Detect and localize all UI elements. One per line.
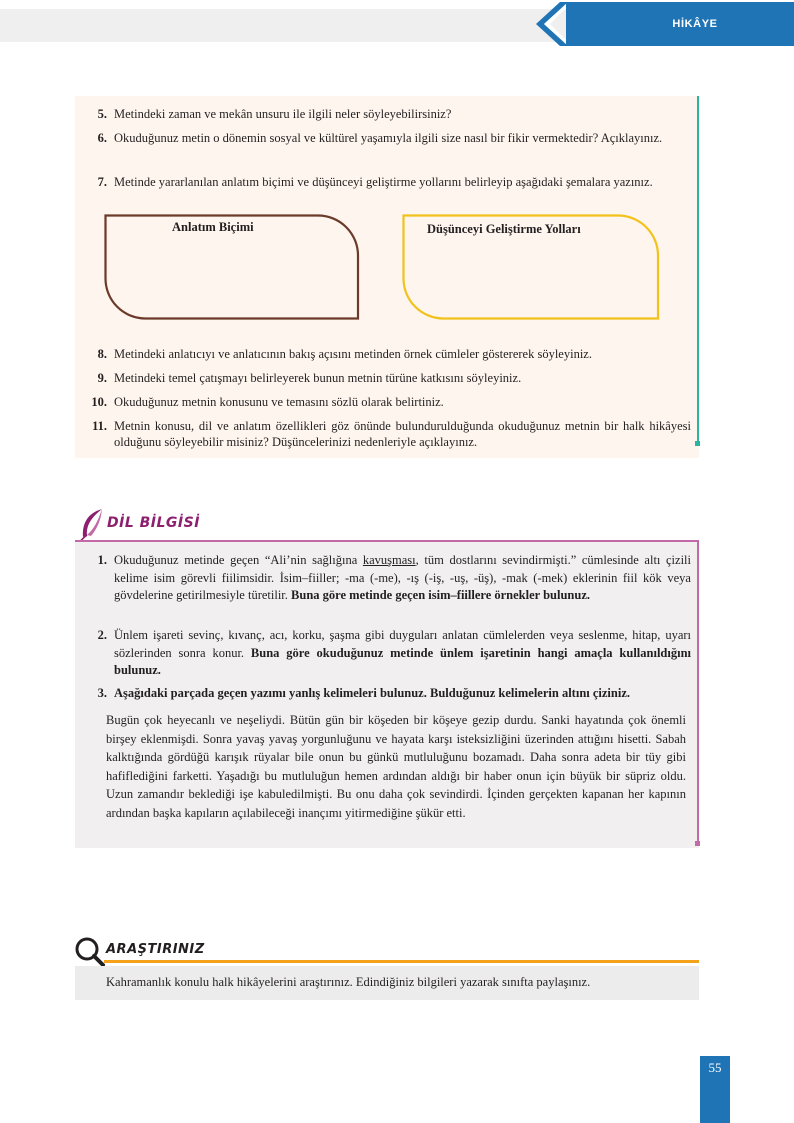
instruction-text: Buna göre okuduğunuz metinde ünlem işaretinin hangi amaçla kullanıldığını bulunuz. — [114, 645, 691, 677]
grammar-right-rule — [697, 540, 699, 845]
grammar-item — [83, 552, 691, 605]
question-number: 5. — [97, 107, 107, 121]
section-tab-label: HİKÂYE — [672, 18, 718, 30]
question-item — [83, 174, 691, 190]
question-text: Metindeki zaman ve mekân unsuru ile ilgili neler söyleyebilirsiniz? — [114, 107, 452, 121]
grammar-passage: Bugün çok heyecanlı ve neşeliydi. Bütün gün bir köşeden bir köşeye gezip durdu. Sanki hayatında çok önemli birşey eklenmişdi. Sonra yavaş yavaş yorgunluğunu ve hayata karşı isteksizliğini üzerinden attığını hisetti. Sabah kalktığında gördüğü karışık rüyalar bile onun bu günkü mutluluğunu bozamadı. Daha sonra adeta bir tüy gibi hafiflediğini farketti. Yaşadığı bu mutluluğun hemen ardından aldığı bir haber onun için büyük bir süpriz oldu. Uzun zamandır beklediği işe kabuledilmişti. Bu onu daha çok sevindirdi. İçinden gerçekten kapanan her kapının ardından başka kapıların açılabileceği inançımı yitirmediğine şükür etti. — [106, 713, 686, 820]
grammar-box — [75, 540, 699, 848]
text-segment: , tüm dostlarını sevindirmişti.” cümlesinde altı çizili kelime isim görevli fiilimsidir. İsim–fiiller; -ma (-me), -ış (-iş, -uş, -üş), -mak (-mek) eklerinin fiil kök veya gövdelerine getirilmesiyle türetilir. — [114, 553, 691, 602]
question-text: Metnin konusu, dil ve anlatım özellikleri göz önünde bulundurulduğunda okuduğunuz metnin bir halk hikâyesi olduğunu söyleyebilir misiniz? Düşüncelerinizi nedenleriyle açıklayınız. — [114, 419, 691, 449]
text-segment: Okuduğunuz metinde geçen “Ali’nin sağlığına — [114, 553, 363, 567]
section-tab — [566, 2, 794, 46]
question-number: 9. — [97, 371, 107, 385]
grammar-item — [83, 627, 691, 680]
question-text: Metindeki temel çatışmayı belirleyerek bunun metnin türüne katkısını söyleyiniz. — [114, 371, 522, 385]
research-title: ARAŞTIRINIZ — [106, 942, 205, 957]
box-right-rule — [697, 96, 699, 446]
question-text: Okuduğunuz metnin konusunu ve temasını sözlü olarak belirtiniz. — [114, 395, 444, 409]
question-number: 6. — [97, 131, 107, 145]
research-box — [75, 966, 699, 1000]
question-item — [83, 130, 691, 146]
grammar-item-number: 2. — [97, 628, 107, 642]
research-title-rule — [104, 960, 699, 963]
grammar-item-text — [114, 627, 691, 680]
page-number-tab — [700, 1056, 730, 1123]
question-item — [83, 106, 691, 122]
question-number: 11. — [92, 419, 107, 433]
question-item — [83, 370, 691, 386]
question-number: 10. — [91, 395, 107, 409]
schema-narration-label: Anlatım Biçimi — [172, 220, 254, 234]
grammar-item-text — [114, 685, 691, 701]
page-number: 55 — [708, 1060, 722, 1075]
question-text: Metinde yararlanılan anlatım biçimi ve düşünceyi geliştirme yollarını belirleyip aşağıdaki şemalara yazınız. — [114, 175, 653, 189]
grammar-item-number: 3. — [97, 686, 107, 700]
question-text: Metindeki anlatıcıyı ve anlatıcının bakış açısını metinden örnek cümleler göstererek söyleyiniz. — [114, 347, 592, 361]
question-item — [83, 394, 691, 410]
grammar-title: DİL BİLGİSİ — [107, 515, 200, 531]
text-segment: Ünlem işareti sevinç, kıvanç, acı, korku, şaşma gibi duyguları anlatan cümlelerden veya seslenme, hitap, uyarı sözlerinden sonra konur. — [114, 628, 691, 660]
question-item — [83, 418, 691, 450]
instruction-text: Buna göre metinde geçen isim–fiillere örnekler bulunuz. — [291, 588, 590, 602]
question-number: 7. — [97, 175, 107, 189]
chevron-left-icon — [534, 2, 568, 50]
question-number: 8. — [97, 347, 107, 361]
underlined-word: kavuşması — [362, 553, 416, 567]
box-rule-dot — [695, 441, 700, 446]
grammar-item — [83, 685, 691, 701]
instruction-text: Aşağıdaki parçada geçen yazımı yanlış kelimeleri bulunuz. Bulduğunuz kelimelerin altını çiziniz. — [114, 686, 631, 700]
questions-box — [75, 96, 699, 458]
question-item — [83, 346, 691, 362]
grammar-rule-dot — [695, 841, 700, 846]
grammar-top-rule — [75, 540, 699, 542]
magnifier-icon — [74, 936, 106, 968]
question-text: Okuduğunuz metin o dönemin sosyal ve kültürel yaşamıyla ilgili size nasıl bir fikir vermektedir? Açıklayınız. — [114, 131, 663, 145]
schema-thought-label: Düşünceyi Geliştirme Yolları — [427, 222, 581, 236]
grammar-item-number: 1. — [97, 553, 107, 567]
grammar-item-text — [114, 552, 691, 605]
research-text: Kahramanlık konulu halk hikâyelerini araştırınız. Edindiğiniz bilgileri yazarak sınıfta paylaşınız. — [106, 975, 591, 989]
